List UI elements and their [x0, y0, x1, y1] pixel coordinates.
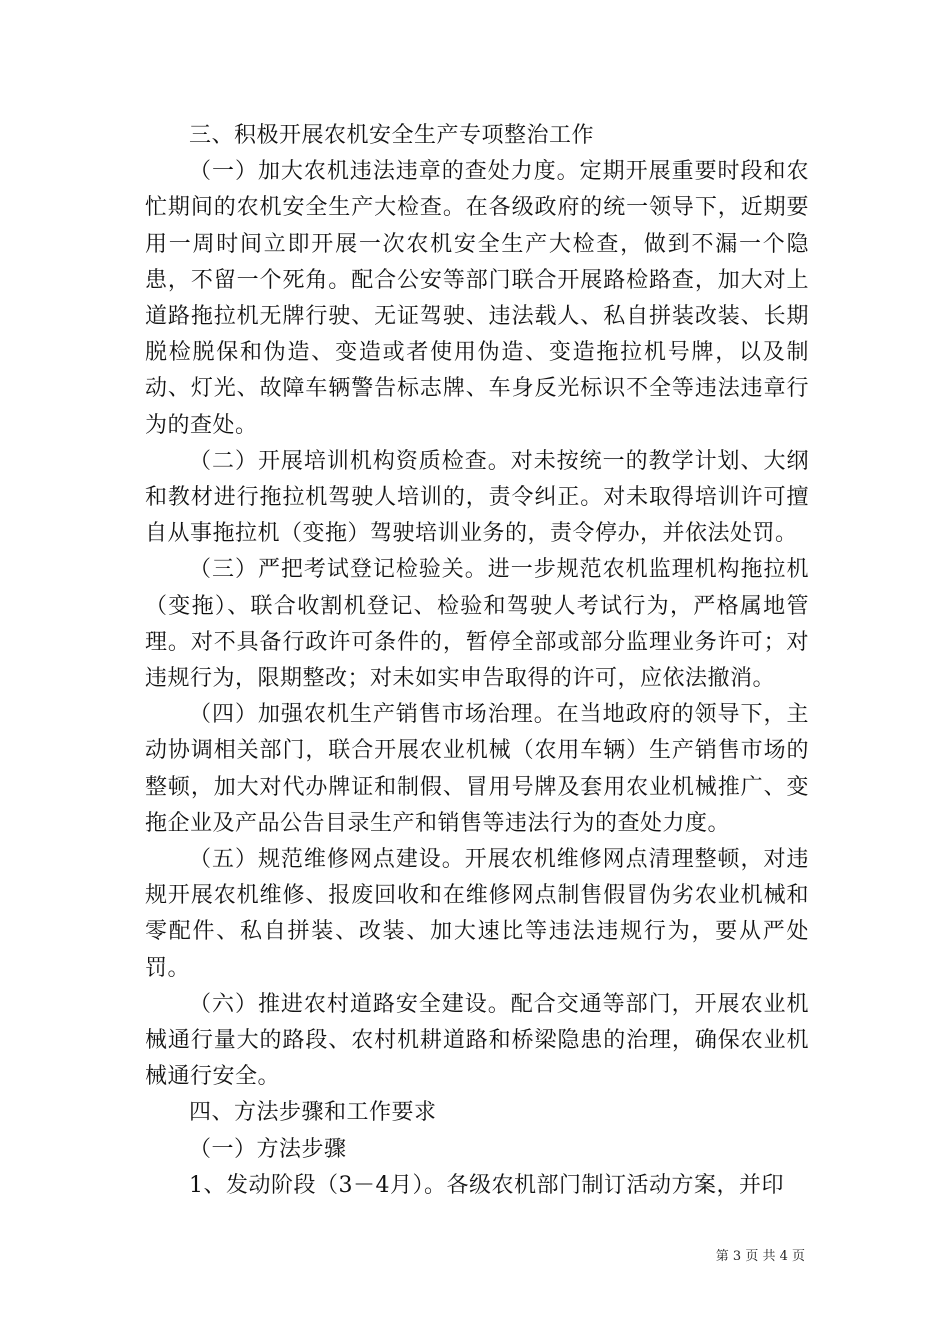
page-number-footer: 第 3 页 共 4 页	[715, 1249, 805, 1264]
paragraph-3-5: （五）规范维修网点建设。开展农机维修网点清理整顿，对违规开展农机维修、报废回收和在维修网点制售假冒伪劣农业机械和零配件、私自拼装、改装、加大速比等违法违规行为，要从严处罚。	[145, 847, 809, 981]
document-body	[145, 118, 809, 1204]
paragraph-3-4: （四）加强农机生产销售市场治理。在当地政府的领导下，主动协调相关部门，联合开展农业机械（农用车辆）生产销售市场的整顿，加大对代办牌证和制假、冒用号牌及套用农业机械推广、变拖企业及产品公告目录生产和销售等违法行为的查处力度。	[145, 702, 809, 836]
paragraph-4-1: 1、发动阶段（3－4月）。各级农机部门制订活动方案，并印	[189, 1172, 784, 1198]
paragraph-3-3: （三）严把考试登记检验关。进一步规范农机监理机构拖拉机（变拖）、联合收割机登记、检验和驾驶人考试行为，严格属地管理。对不具备行政许可条件的，暂停全部或部分监理业务许可；对违规行为，限期整改；对未如实申告取得的许可，应依法撤消。	[145, 557, 809, 692]
paragraph-3-6: （六）推进农村道路安全建设。配合交通等部门，开展农业机械通行量大的路段、农村机耕道路和桥梁隐患的治理，确保农业机械通行安全。	[145, 991, 809, 1090]
section-heading-3: 三、积极开展农机安全生产专项整治工作	[189, 123, 595, 148]
paragraph-3-2: （二）开展培训机构资质检查。对未按统一的教学计划、大纲和教材进行拖拉机驾驶人培训的，责令纠正。对未取得培训许可擅自从事拖拉机（变拖）驾驶培训业务的，责令停办，并依法处罚。	[145, 448, 809, 547]
paragraph-3-1: （一）加大农机违法违章的查处力度。定期开展重要时段和农忙期间的农机安全生产大检查。在各级政府的统一领导下，近期要用一周时间立即开展一次农机安全生产大检查，做到不漏一个隐患，不留一个死角。配合公安等部门联合开展路检路查，加大对上道路拖拉机无牌行驶、无证驾驶、违法载人、私自拼装改装、长期脱检脱保和伪造、变造或者使用伪造、变造拖拉机号牌，以及制动、灯光、故障车辆警告标志牌、车身反光标识不全等违法违章行为的查处。	[145, 159, 809, 438]
subsection-heading-4-1: （一）方法步骤	[189, 1136, 347, 1162]
section-heading-4: 四、方法步骤和工作要求	[189, 1100, 437, 1126]
